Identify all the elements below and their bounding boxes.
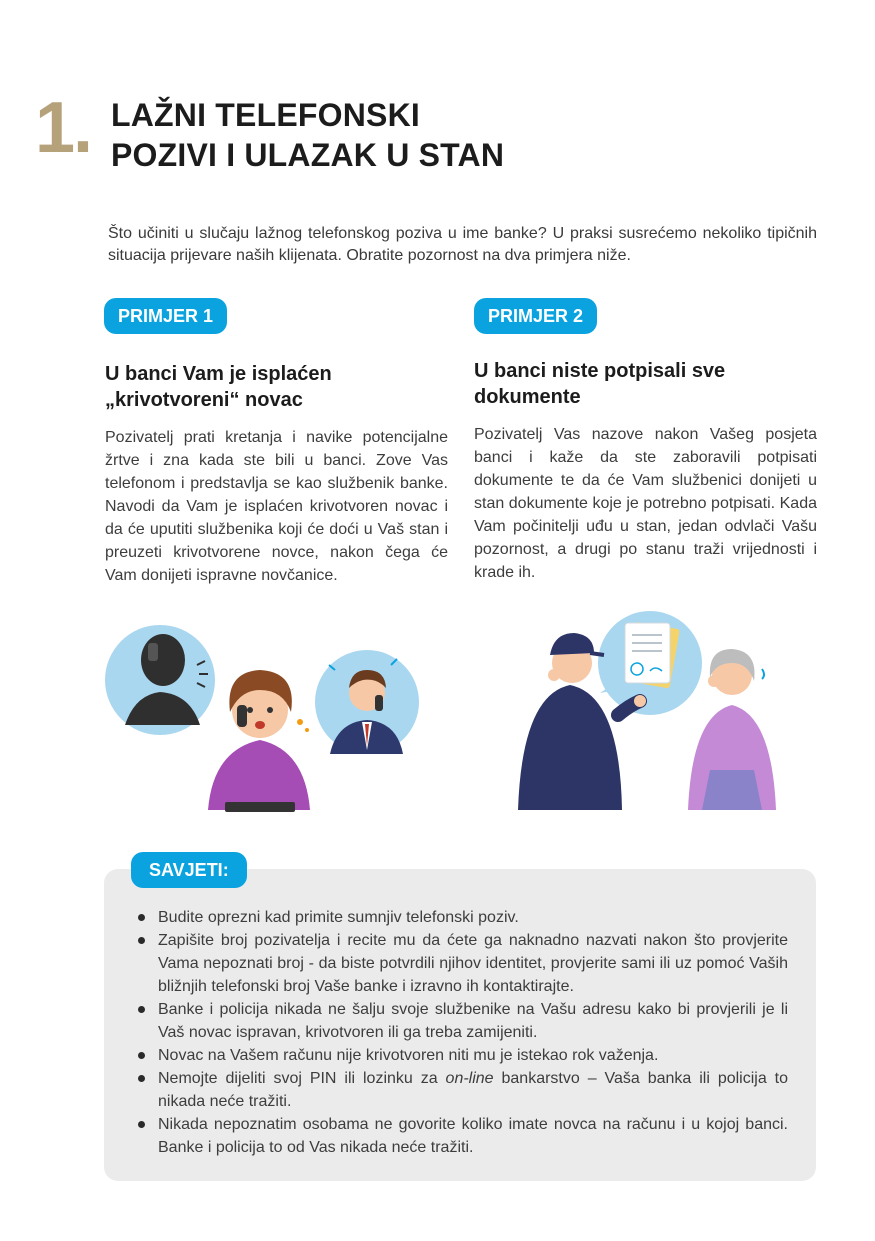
courier-jacket (518, 685, 622, 810)
example-2-heading-line-2: dokumente (474, 386, 581, 408)
bullet-icon (138, 1006, 145, 1013)
section-number: 1. (35, 88, 92, 168)
tip-item: Banke i policija nikada ne šalju svoje službenike na Vašu adresu kako bi provjerili je li Vaš novac ispravan, krivotvoren ili ga treba zamijeniti. (138, 998, 788, 1044)
bullet-icon (138, 914, 145, 921)
tip-item: Budite oprezni kad primite sumnjiv telefonski poziv. (138, 906, 788, 929)
tips-list (138, 906, 788, 1159)
document-icon (625, 623, 670, 683)
courier-illustration (510, 605, 790, 815)
scammer-silhouette (141, 634, 185, 686)
example-2-heading-line-1: U banci niste potpisali sve (474, 360, 726, 382)
tip-item: Nemojte dijeliti svoj PIN ili lozinku za on-line bankarstvo – Vaša banka ili policija to nikada neće tražiti. (138, 1067, 788, 1113)
woman-blouse (208, 740, 310, 810)
intro-paragraph: Što učiniti u slučaju lažnog telefonskog poziva u ime banke? U praksi susrećemo nekoliko tipičnih situacija prijevare naših klijenata. Obratite pozornost na dva primjera niže. (108, 225, 817, 264)
page-title (111, 95, 504, 175)
page-title-line-2: POZIVI I ULAZAK U STAN (111, 137, 505, 173)
tip-item: Zapišite broj pozivatelja i recite mu da ćete ga naknadno nazvati nakon što provjerite Vama nepoznati broj - da biste potvrdili njihov identitet, provjerite sami ili uz pomoć Vaših bližnjih telefonski broj Vaše banke i izravno ih kontaktirajte. (138, 929, 788, 998)
tips-badge: SAVJETI: (131, 852, 247, 888)
bullet-icon (138, 1052, 145, 1059)
tip-item: Nikada nepoznatim osobama ne govorite koliko imate novca na računu i u kojoj banci. Banke i policija to od Vas nikada neće tražiti. (138, 1113, 788, 1159)
example-1-heading-line-1: U banci Vam je isplaćen (105, 363, 332, 385)
example-1-heading (105, 361, 332, 413)
bullet-icon (138, 1075, 145, 1082)
tip-item: Novac na Vašem računu nije krivotvoren niti mu je istekao rok važenja. (138, 1044, 788, 1067)
example-2-text: Pozivatelj Vas nazove nakon Vašeg posjeta banci i kaže da ste zaboravili potpisati dokumente te da će Vam službenici donijeti u stan dokumente koje je potrebno potpisati. Kada Vam počinitelji uđu u stan, jedan odvlači Vašu pozornost, a drugi po stanu traži vrijednosti i krade ih. (474, 426, 817, 581)
example-1-text: Pozivatelj prati kretanja i navike potencijalne žrtve i zna kada ste bili u banci. Zove Vas telefonom i predstavlja se kao službenik banke. Navodi da Vam je isplaćen krivotvoren novac i da će uputiti službenika koji će doći u Vaš stan i preuzeti krivotvorene novce, nakon čega će Vam donijeti ispravne novčanice. (105, 429, 448, 584)
example-1-badge: PRIMJER 1 (104, 298, 227, 334)
bullet-icon (138, 937, 145, 944)
example-2-badge: PRIMJER 2 (474, 298, 597, 334)
bullet-icon (138, 1121, 145, 1128)
phone-scam-illustration (105, 610, 425, 820)
courier-cap (550, 633, 594, 655)
example-1-heading-line-2: „krivotvoreni“ novac (105, 389, 303, 411)
example-2-heading (474, 358, 725, 410)
phone-handset (237, 705, 247, 727)
phone-base (225, 802, 295, 812)
page-title-line-1: LAŽNI TELEFONSKI (111, 97, 420, 133)
